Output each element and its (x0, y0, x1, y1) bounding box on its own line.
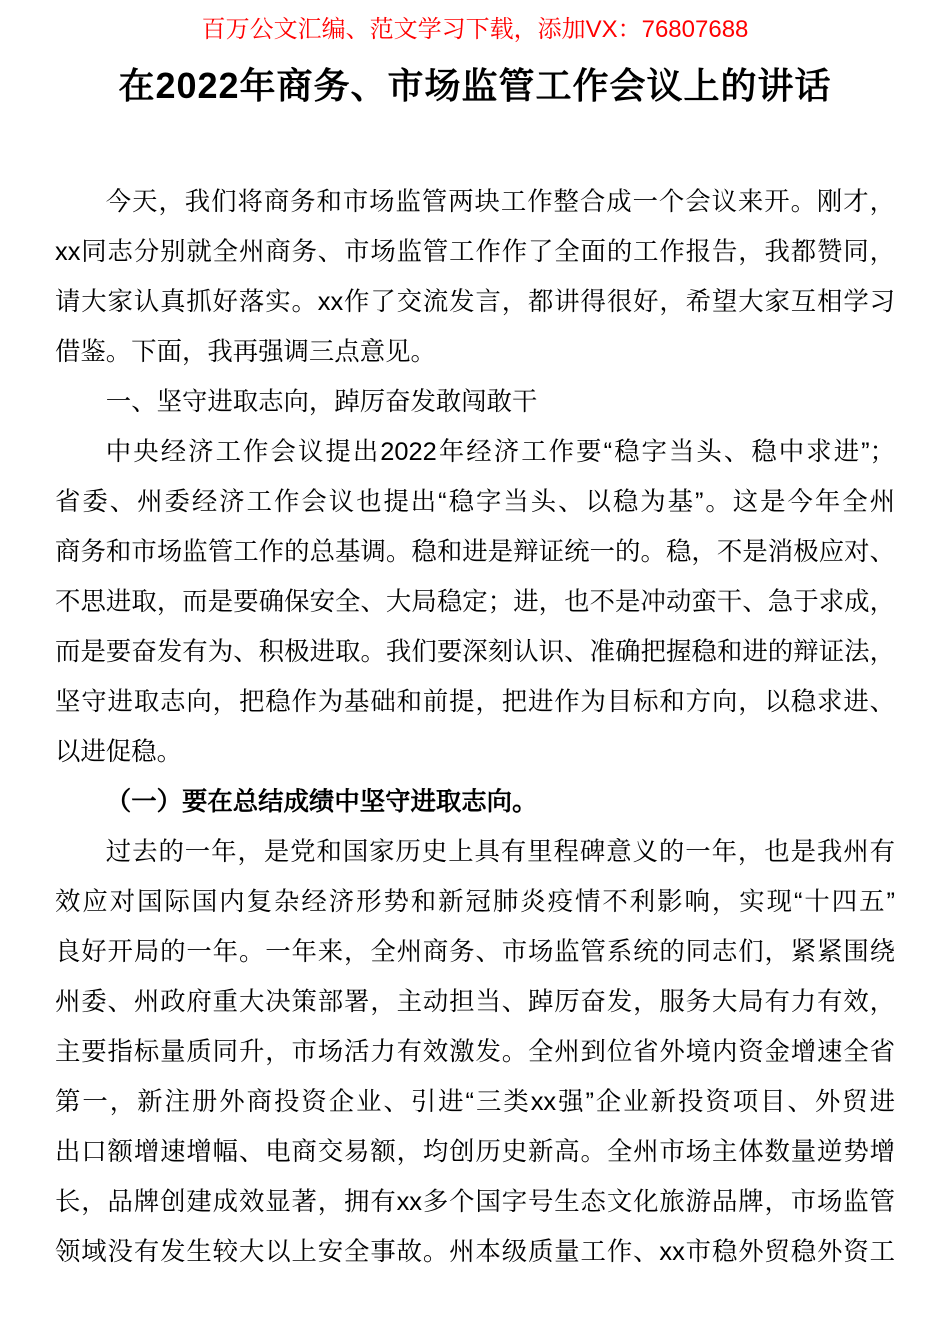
text-line: 中央经济工作会议提出2022年经济工作要“稳字当头、稳中求进”； (105, 438, 895, 466)
document-body (55, 177, 895, 1277)
text-line: 商务和市场监管工作的总基调。稳和进是辩证统一的。稳，不是消极应对、 (55, 538, 895, 566)
document-title: 在2022年商务、市场监管工作会议上的讲话 (118, 65, 832, 106)
text-line: 以进促稳。 (55, 738, 182, 766)
text-line: 今天，我们将商务和市场监管两块工作整合成一个会议来开。刚才， (105, 188, 895, 216)
text-line: 效应对国际国内复杂经济形势和新冠肺炎疫情不利影响，实现“十四五” (55, 888, 895, 916)
text-line: （一）要在总结成绩中坚守进取志向。 (105, 788, 538, 816)
text-line: 省委、州委经济工作会议也提出“稳字当头、以稳为基”。这是今年全州 (55, 488, 895, 516)
text-line: 借鉴。下面，我再强调三点意见。 (55, 338, 436, 366)
text-line: 出口额增速增幅、电商交易额，均创历史新高。全州市场主体数量逆势增 (55, 1138, 895, 1166)
text-line: 一、坚守进取志向，踔厉奋发敢闯敢干 (105, 388, 538, 416)
text-line: 过去的一年，是党和国家历史上具有里程碑意义的一年，也是我州有 (105, 838, 895, 866)
text-line: 主要指标量质同升，市场活力有效激发。全州到位省外境内资金增速全省 (55, 1038, 895, 1066)
text-line: 领域没有发生较大以上安全事故。州本级质量工作、xx市稳外贸稳外资工 (55, 1238, 895, 1266)
text-line: xx同志分别就全州商务、市场监管工作作了全面的工作报告，我都赞同， (55, 238, 895, 266)
text-line: 请大家认真抓好落实。xx作了交流发言，都讲得很好，希望大家互相学习 (55, 288, 895, 316)
text-line: 而是要奋发有为、积极进取。我们要深刻认识、准确把握稳和进的辩证法， (55, 638, 895, 666)
text-line: 长，品牌创建成效显著，拥有xx多个国字号生态文化旅游品牌，市场监管 (55, 1188, 895, 1216)
text-line: 第一，新注册外商投资企业、引进“三类xx强”企业新投资项目、外贸进 (55, 1088, 895, 1116)
text-line: 不思进取，而是要确保安全、大局稳定；进，也不是冲动蛮干、急于求成， (55, 588, 895, 616)
text-line: 良好开局的一年。一年来，全州商务、市场监管系统的同志们，紧紧围绕 (55, 938, 895, 966)
text-line: 坚守进取志向，把稳作为基础和前提，把进作为目标和方向，以稳求进、 (55, 688, 895, 716)
text-line: 州委、州政府重大决策部署，主动担当、踔厉奋发，服务大局有力有效， (55, 988, 895, 1016)
watermark-ad-line: 百万公文汇编、范文学习下载，添加VX：76807688 (201, 16, 749, 43)
